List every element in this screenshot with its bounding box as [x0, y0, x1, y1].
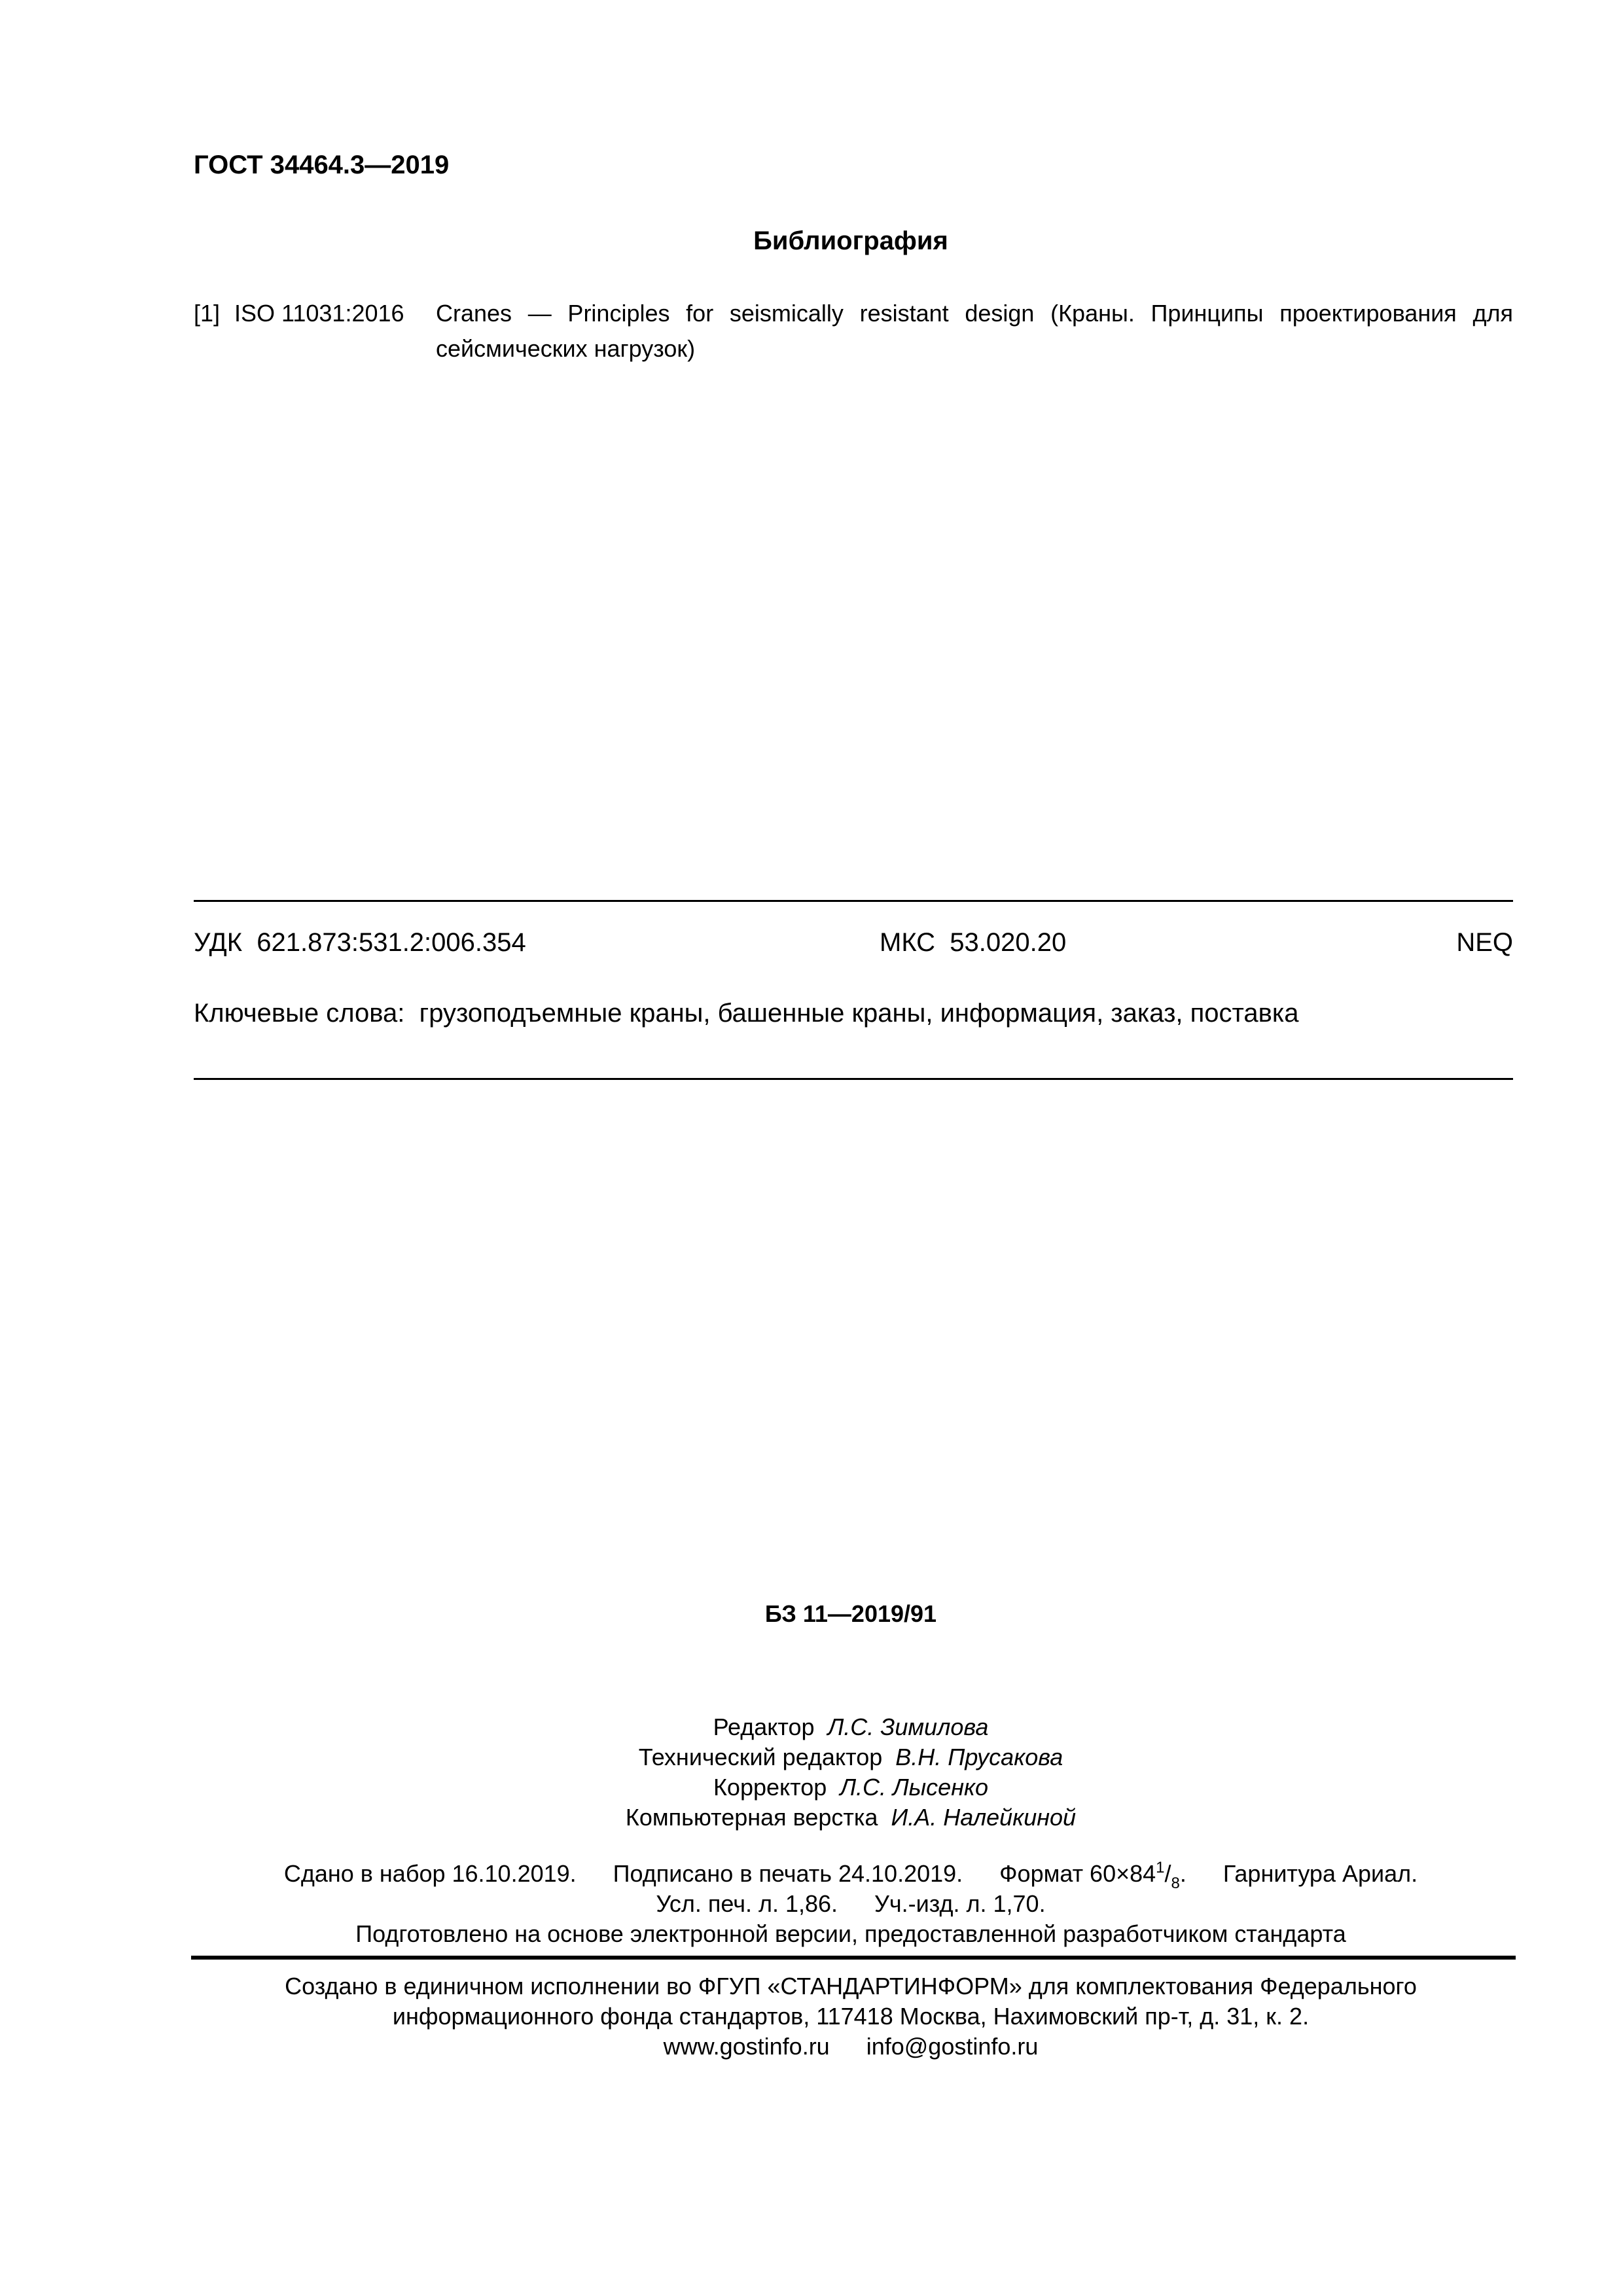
udk-value: 621.873:531.2:006.354	[257, 928, 526, 957]
publisher-contacts	[0, 2032, 1623, 2062]
staff-name: В.Н. Прусакова	[895, 1744, 1063, 1770]
staff-name: Л.С. Лысенко	[840, 1774, 989, 1801]
imprint-row-sheets	[0, 1889, 1623, 1919]
udk-code	[194, 927, 526, 958]
divider-bottom	[194, 1078, 1513, 1080]
format-numerator: 1	[1156, 1859, 1165, 1876]
staff-row-proofreader	[0, 1772, 1623, 1803]
staff-row-editor	[0, 1712, 1623, 1742]
bibliography-entry-title: Cranes — Principles for seismically resistant design (Краны. Принципы проектирования для сейсмических нагрузок)	[436, 300, 1513, 362]
staff-row-technical-editor	[0, 1742, 1623, 1772]
staff-credits	[0, 1712, 1623, 1833]
divider-publisher	[191, 1956, 1516, 1960]
signed-date: Подписано в печать 24.10.2019.	[613, 1860, 963, 1887]
format-suffix: .	[1179, 1860, 1186, 1887]
paper-format	[999, 1859, 1186, 1892]
staff-role: Технический редактор	[638, 1744, 883, 1770]
submitted-date: Сдано в набор 16.10.2019.	[283, 1860, 577, 1887]
udk-label: УДК	[194, 928, 243, 957]
format-prefix: Формат 60×84	[999, 1860, 1156, 1887]
imprint-row-dates	[0, 1859, 1623, 1892]
publisher-email-link[interactable]: info@gostinfo.ru	[866, 2033, 1039, 2060]
print-sheets: Усл. печ. л. 1,86.	[656, 1890, 838, 1917]
staff-role: Корректор	[713, 1774, 827, 1801]
staff-name: Л.С. Зимилова	[827, 1713, 989, 1740]
mks-value: 53.020.20	[950, 928, 1067, 957]
typeface: Гарнитура Ариал.	[1222, 1860, 1418, 1887]
publisher-line-1: Создано в единичном исполнении во ФГУП «СТАНДАРТИНФОРМ» для комплектования Федерального	[285, 1973, 1417, 2000]
keywords-label: Ключевые слова:	[194, 999, 405, 1028]
publisher-line-2: информационного фонда стандартов, 117418 Москва, Нахимовский пр-т, д. 31, к. 2.	[392, 2003, 1310, 2030]
document-code: ГОСТ 34464.3—2019	[194, 151, 450, 179]
classification-line	[194, 927, 1513, 958]
release-number: БЗ 11—2019/91	[764, 1600, 937, 1627]
staff-role: Редактор	[713, 1713, 815, 1740]
keywords-line	[194, 997, 1513, 1029]
publisher-block	[0, 1971, 1623, 2062]
format-denominator: 8	[1171, 1874, 1180, 1892]
divider-top	[194, 900, 1513, 902]
format-slash: /	[1164, 1860, 1171, 1887]
imprint-block	[0, 1859, 1623, 1949]
staff-role: Компьютерная верстка	[625, 1804, 878, 1831]
mks-code	[880, 927, 1066, 958]
bibliography-title: Библиография	[753, 226, 948, 255]
publisher-website-link[interactable]: www.gostinfo.ru	[663, 2033, 830, 2060]
publisher-sheets: Уч.-изд. л. 1,70.	[874, 1890, 1046, 1917]
prepared-note: Подготовлено на основе электронной версии, предоставленной разработчиком стандарта	[355, 1920, 1346, 1947]
bibliography-entry-number: [1]	[194, 300, 221, 327]
bibliography-entry-reference: ISO 11031:2016	[234, 300, 404, 327]
keywords-value: грузоподъемные краны, башенные краны, информация, заказ, поставка	[419, 999, 1299, 1028]
staff-row-layout	[0, 1803, 1623, 1833]
equivalence-mark: NEQ	[1456, 928, 1513, 957]
staff-name: И.А. Налейкиной	[891, 1804, 1077, 1831]
mks-label: МКС	[880, 928, 936, 957]
